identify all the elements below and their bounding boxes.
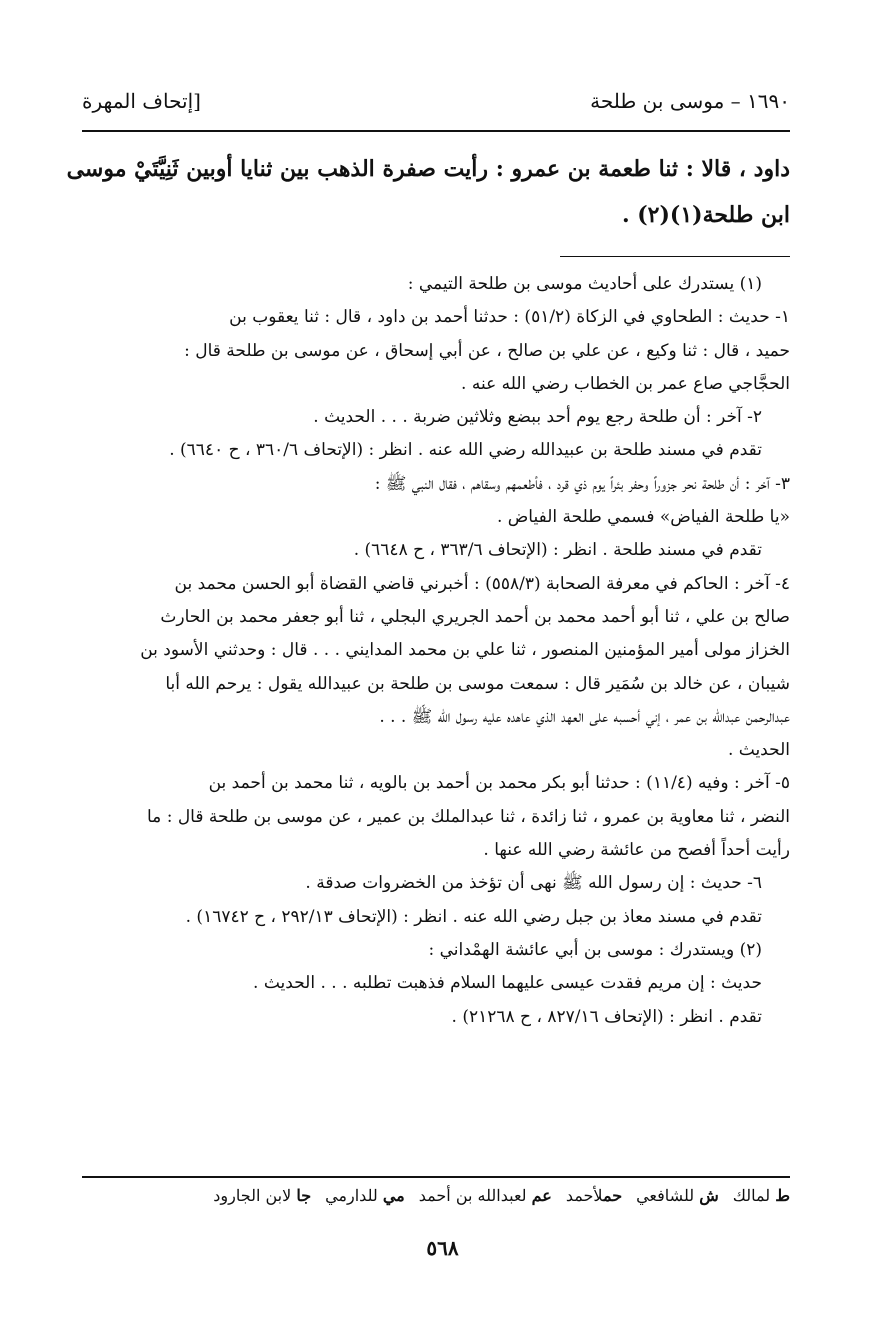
footnote-line: «يا طلحة الفياض» فسمي طلحة الفياض .	[496, 507, 790, 528]
sigla-item: ش للشافعي	[636, 1186, 719, 1205]
header-book-title: [إتحاف المهرة	[82, 89, 201, 113]
footnote-line: حديث : إن مريم فقدت عيسى عليهما السلام فذهبت تطلبه . . . الحديث .	[253, 973, 762, 994]
running-header	[82, 84, 790, 118]
sigla-legend	[82, 1186, 790, 1205]
footnotes	[82, 268, 790, 1034]
footnote-line: النضر ، ثنا معاوية بن عمرو ، ثنا زائدة ، ثنا عبدالملك بن عمير ، عن موسى بن طلحة قال : ما	[147, 806, 790, 827]
footnote-separator	[560, 256, 790, 257]
main-text-line: داود ، قالا : ثنا طعمة بن عمرو : رأيت صفرة الذهب بين ثنايا أوبين ثَنِيَّتَيْ موسى	[66, 156, 790, 182]
footnote-line: (٢) ويستدرك : موسى بن أبي عائشة الهمْداني :	[428, 939, 762, 960]
sigla-item: حملأحمد	[565, 1186, 623, 1205]
header-chapter-title: ١٦٩٠ – موسى بن طلحة	[590, 89, 790, 113]
sigla-item: عم لعبدالله بن أحمد	[418, 1186, 552, 1205]
footnote-line: ٥- آخر : وفيه (١١/٤) : حدثنا أبو بكر محمد بن أحمد بن بالويه ، ثنا محمد بن أحمد بن	[208, 773, 790, 794]
main-text-line: ابن طلحة(١)(٢) .	[621, 202, 790, 228]
footnote-line: الحديث .	[727, 740, 790, 761]
footnote-line: ٤- آخر : الحاكم في معرفة الصحابة (٥٥٨/٣) : أخبرني قاضي القضاة أبو الحسن محمد بن	[174, 573, 790, 594]
sigla-item: جا لابن الجارود	[213, 1186, 312, 1205]
sigla-item: مي للدارمي	[325, 1186, 405, 1205]
footnote-line: تقدم في مسند طلحة بن عبيدالله رضي الله عنه . انظر : (الإتحاف ٣٦٠/٦ ، ح ٦٦٤٠) .	[169, 440, 762, 461]
footnote-line: تقدم في مسند معاذ بن جبل رضي الله عنه . انظر : (الإتحاف ٢٩٢/١٣ ، ح ١٦٧٤٢) .	[185, 906, 762, 927]
main-text	[66, 146, 790, 238]
footnote-line: الخزاز مولى أمير المؤمنين المنصور ، ثنا علي بن محمد المدايني . . . قال : وحدثني الأسود بن	[140, 640, 790, 661]
footnote-line: صالح بن علي ، ثنا أبو أحمد محمد بن أحمد الجريري البجلي ، ثنا أبو جعفر محمد بن الحارث	[160, 606, 790, 627]
footnote-line: (١) يستدرك على أحاديث موسى بن طلحة التيمي :	[407, 274, 762, 294]
footnote-line: حميد ، قال : ثنا وكيع ، عن علي بن صالح ، عن أبي إسحاق ، عن موسى بن طلحة قال :	[184, 340, 790, 361]
footnote-line: ٦- حديث : إن رسول الله ﷺ نهى أن تؤخذ من الخضروات صدقة .	[305, 873, 762, 894]
footnote-line: ٣- آخر : أن طلحة نحر جزوراً وحفر بئراً يوم ذي قرد ، فأطعمهم وسقاهم ، فقال النبي ﷺ :	[374, 473, 790, 494]
footnote-line: شيبان ، عن خالد بن سُمَير قال : سمعت موسى بن طلحة بن عبيدالله يقول : يرحم الله أبا	[165, 673, 790, 694]
sigla-item: ط لمالك	[732, 1186, 790, 1205]
sigla-rule	[82, 1176, 790, 1178]
header-rule	[82, 130, 790, 132]
page-number: ٥٦٨	[426, 1236, 459, 1260]
footnote-line: عبدالرحمن عبدالله بن عمر ، إني أحسبه على العهد الذي عاهده عليه رسول الله ﷺ . . .	[379, 706, 790, 727]
footnote-line: رأيت أحداً أفصح من عائشة رضي الله عنها .	[483, 840, 790, 861]
footnote-line: ٢- آخر : أن طلحة رجع يوم أحد ببضع وثلاثين ضربة . . . الحديث .	[313, 407, 762, 428]
footnote-line: ١- حديث : الطحاوي في الزكاة (٥١/٢) : حدثنا أحمد بن داود ، قال : ثنا يعقوب بن	[229, 307, 790, 328]
footnote-line: تقدم في مسند طلحة . انظر : (الإتحاف ٣٦٣/٦ ، ح ٦٦٤٨) .	[353, 540, 762, 561]
footnote-line: الحجَّاجي صاع عمر بن الخطاب رضي الله عنه .	[461, 373, 790, 394]
footnote-line: تقدم . انظر : (الإتحاف ٨٢٧/١٦ ، ح ٢١٢٦٨) .	[451, 1006, 762, 1027]
